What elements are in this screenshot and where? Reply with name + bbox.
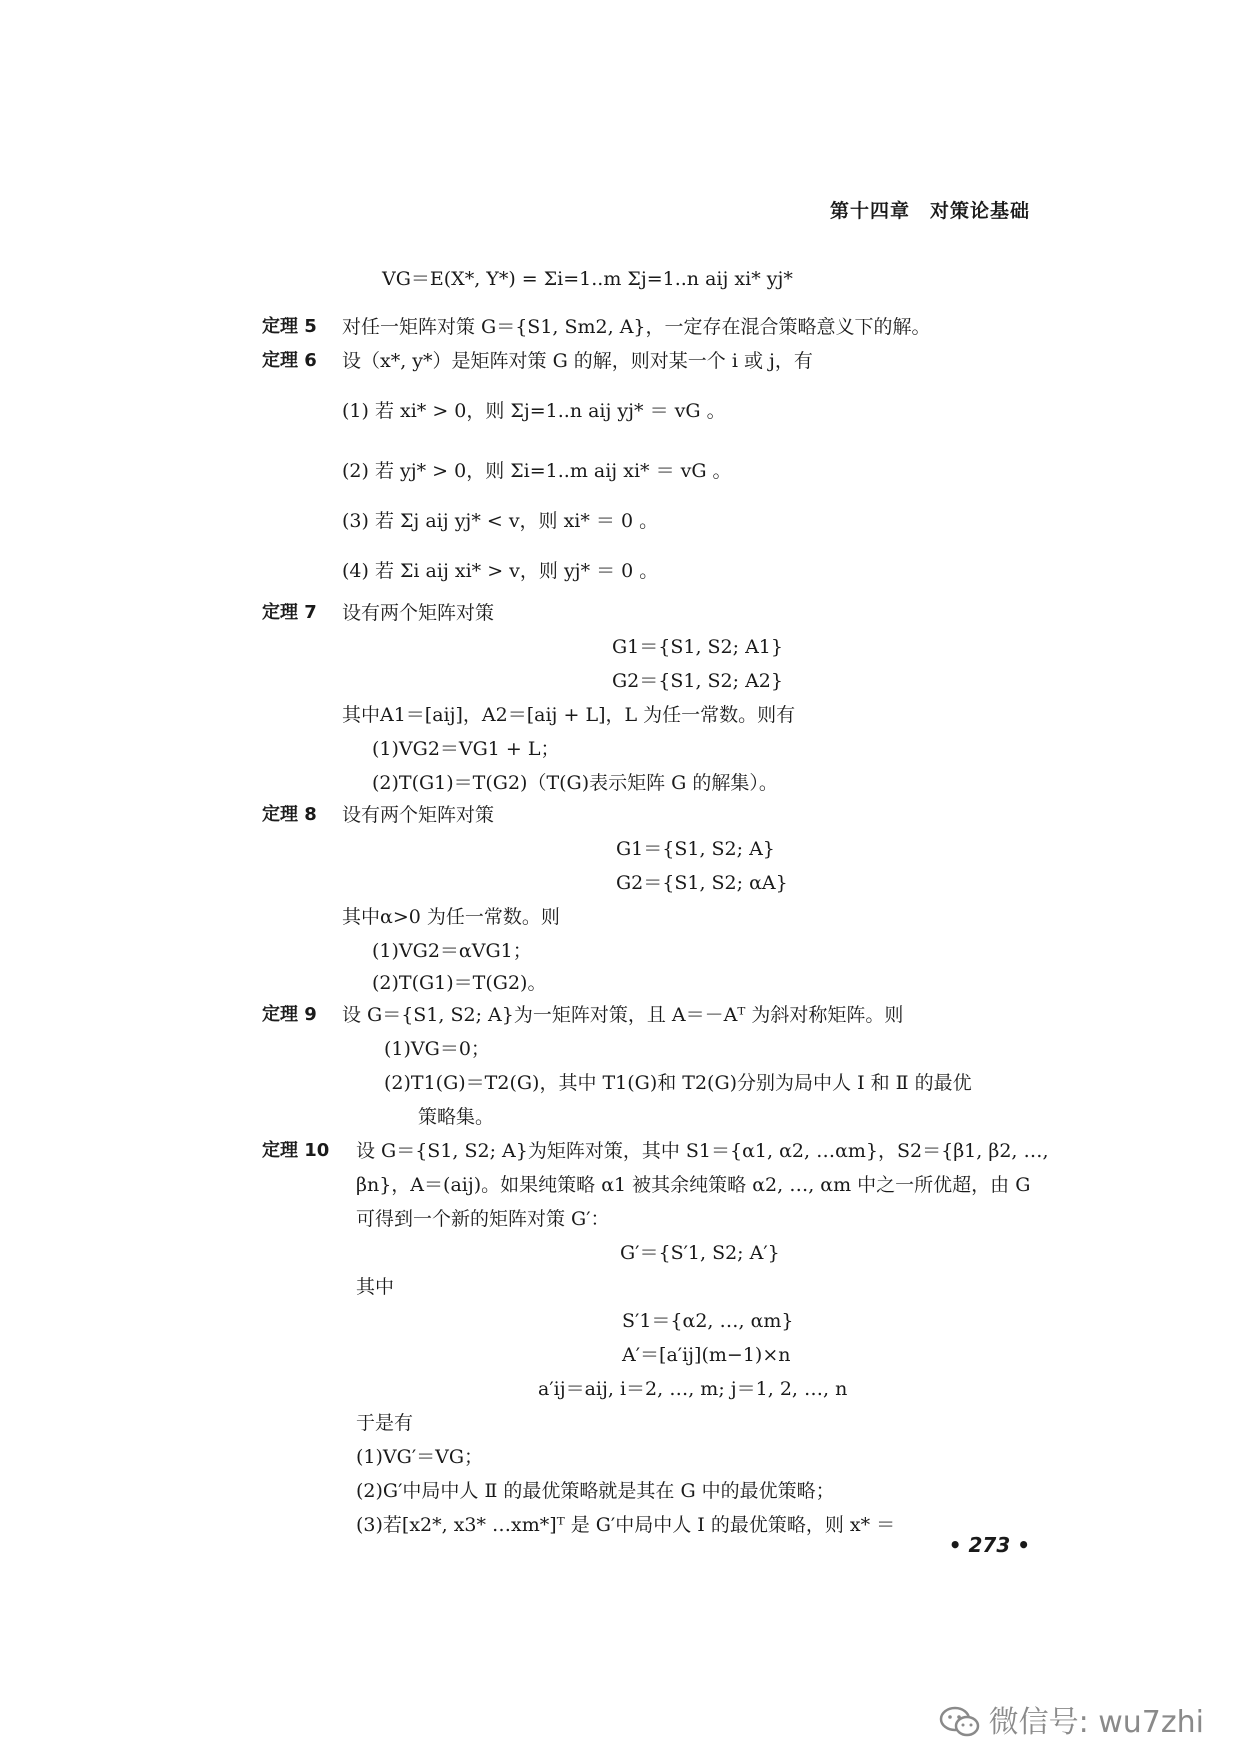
theorem-6-item-1: (1) 若 xi* > 0，则 Σj=1..n aij yj* ＝ vG 。 xyxy=(342,400,726,422)
theorem-10-item-1: (1)VG′＝VG； xyxy=(356,1446,484,1468)
theorem-10-line-2: βn}，A＝(aij)。如果纯策略 α1 被其余纯策略 α2, …, αm 中之一所优超，由 G xyxy=(356,1174,1031,1196)
theorem-7-item-2: (2)T(G1)＝T(G2)（T(G)表示矩阵 G 的解集）。 xyxy=(372,772,778,794)
theorem-10-where: 其中 xyxy=(356,1276,395,1298)
theorem-6-item-4: (4) 若 Σi aij xi* > v，则 yj* ＝ 0 。 xyxy=(342,560,659,582)
theorem-10-new-game: G′＝{S′1, S2; A′} xyxy=(620,1242,780,1264)
page-number: • 273 • xyxy=(948,1533,1030,1557)
theorem-7-text: 设有两个矩阵对策 xyxy=(342,602,495,624)
theorem-10-line-1: 设 G＝{S1, S2; A}为矩阵对策，其中 S1＝{α1, α2, …αm}，S2＝{β1, β2, …, xyxy=(356,1140,1049,1162)
theorem-9-item-2-cont: 策略集。 xyxy=(418,1106,495,1128)
theorem-10-then: 于是有 xyxy=(356,1412,414,1434)
theorem-8-where: 其中α>0 为任一常数。则 xyxy=(342,906,560,928)
watermark xyxy=(939,1697,1204,1741)
theorem-5-text: 对任一矩阵对策 G＝{S1, Sm2, A}，一定存在混合策略意义下的解。 xyxy=(342,316,931,338)
theorem-8-game-1: G1＝{S1, S2; A} xyxy=(616,838,775,860)
theorem-10-label: 定理 10 xyxy=(262,1140,330,1161)
theorem-10-item-3: (3)若[x2*, x3* …xm*]ᵀ 是 G′中局中人 Ⅰ 的最优策略，则 x* ＝ xyxy=(356,1514,896,1536)
theorem-10-strategy-set: S′1＝{α2, …, αm} xyxy=(622,1310,794,1332)
theorem-9-label: 定理 9 xyxy=(262,1004,317,1025)
theorem-7-label: 定理 7 xyxy=(262,602,317,623)
theorem-9-item-2: (2)T1(G)＝T2(G)，其中 T1(G)和 T2(G)分别为局中人 Ⅰ 和 Ⅱ 的最优 xyxy=(384,1072,972,1094)
theorem-10-entries: a′ij＝aij, i＝2, …, m; j＝1, 2, …, n xyxy=(538,1378,848,1400)
theorem-8-game-2: G2＝{S1, S2; αA} xyxy=(616,872,788,894)
theorem-7-item-1: (1)VG2＝VG1 + L； xyxy=(372,738,560,760)
theorem-7-game-2: G2＝{S1, S2; A2} xyxy=(612,670,783,692)
theorem-6-item-3: (3) 若 Σj aij yj* < v，则 xi* ＝ 0 。 xyxy=(342,510,659,532)
theorem-9-item-1: (1)VG＝0； xyxy=(384,1038,490,1060)
theorem-10-matrix: A′＝[a′ij](m−1)×n xyxy=(622,1344,791,1366)
theorem-6-item-2: (2) 若 yj* > 0，则 Σi=1..m aij xi* ＝ vG 。 xyxy=(342,460,732,482)
theorem-6-label: 定理 6 xyxy=(262,350,317,371)
watermark-text: 微信号: wu7zhi xyxy=(988,1705,1204,1740)
theorem-5-label: 定理 5 xyxy=(262,316,317,337)
theorem-8-text: 设有两个矩阵对策 xyxy=(342,804,495,826)
theorem-7-game-1: G1＝{S1, S2; A1} xyxy=(612,636,783,658)
theorem-9-text: 设 G＝{S1, S2; A}为一矩阵对策，且 A＝－Aᵀ 为斜对称矩阵。则 xyxy=(342,1004,904,1026)
wechat-icon xyxy=(939,1706,981,1738)
theorem-10-item-2: (2)G′中局中人 Ⅱ 的最优策略就是其在 G 中的最优策略； xyxy=(356,1480,835,1502)
formula-value-of-game: VG＝E(X*, Y*) = Σi=1..m Σj=1..n aij xi* yj* xyxy=(382,268,793,290)
theorem-8-item-1: (1)VG2＝αVG1； xyxy=(372,940,532,962)
theorem-7-where: 其中A1＝[aij]，A2＝[aij + L]，L 为任一常数。则有 xyxy=(342,704,796,726)
theorem-10-line-3: 可得到一个新的矩阵对策 G′： xyxy=(356,1208,610,1230)
theorem-8-item-2: (2)T(G1)＝T(G2)。 xyxy=(372,972,547,994)
theorem-8-label: 定理 8 xyxy=(262,804,317,825)
theorem-6-text: 设（x*, y*）是矩阵对策 G 的解，则对某一个 i 或 j，有 xyxy=(342,350,813,372)
chapter-header: 第十四章 对策论基础 xyxy=(829,200,1030,222)
